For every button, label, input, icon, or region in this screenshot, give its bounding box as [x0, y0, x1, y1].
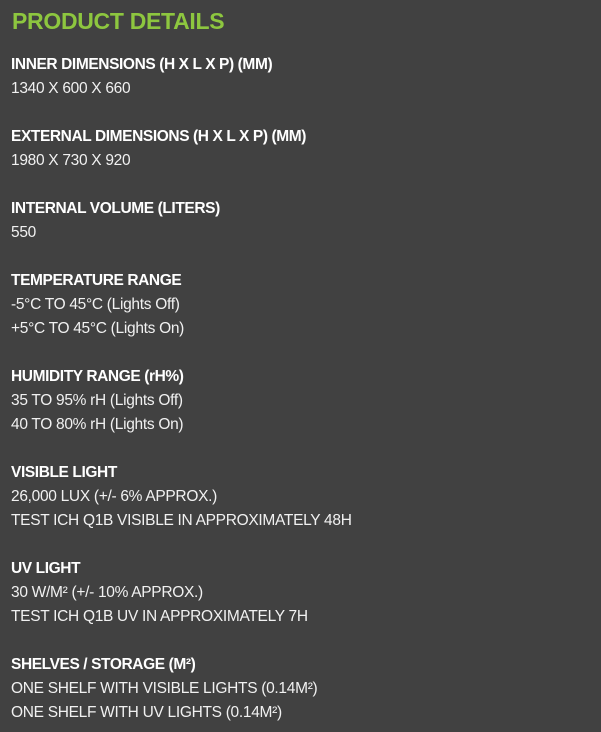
spec-lines — [11, 389, 589, 437]
spec-section — [11, 557, 589, 629]
spec-heading: HUMIDITY RANGE (rH%) — [11, 368, 184, 385]
spec-section — [11, 197, 589, 245]
spec-line: ONE SHELF WITH UV LIGHTS (0.14M²) — [11, 704, 282, 721]
spec-heading: TEMPERATURE RANGE — [11, 272, 182, 289]
spec-section — [11, 461, 589, 533]
spec-heading: INTERNAL VOLUME (LITERS) — [11, 200, 220, 217]
page-title: PRODUCT DETAILS — [12, 8, 225, 34]
spec-lines — [11, 581, 589, 629]
spec-lines — [11, 293, 589, 341]
spec-lines — [11, 677, 589, 725]
spec-lines — [11, 149, 589, 173]
spec-line: TEST ICH Q1B UV IN APPROXIMATELY 7H — [11, 608, 308, 625]
spec-line: 1980 X 730 X 920 — [11, 152, 131, 169]
spec-line: ONE SHELF WITH VISIBLE LIGHTS (0.14M²) — [11, 680, 318, 697]
spec-lines — [11, 221, 589, 245]
spec-sections — [11, 53, 589, 725]
spec-heading: UV LIGHT — [11, 560, 81, 577]
spec-section — [11, 269, 589, 341]
spec-line: -5°C TO 45°C (Lights Off) — [11, 296, 180, 313]
spec-line: 26,000 LUX (+/- 6% APPROX.) — [11, 488, 217, 505]
spec-line: 30 W/M² (+/- 10% APPROX.) — [11, 584, 203, 601]
spec-heading: SHELVES / STORAGE (M²) — [11, 656, 196, 673]
spec-line: TEST ICH Q1B VISIBLE IN APPROXIMATELY 48H — [11, 512, 352, 529]
spec-line: 1340 X 600 X 660 — [11, 80, 131, 97]
spec-line: 40 TO 80% rH (Lights On) — [11, 416, 184, 433]
spec-heading: INNER DIMENSIONS (H X L X P) (MM) — [11, 56, 273, 73]
spec-lines — [11, 77, 589, 101]
spec-heading: VISIBLE LIGHT — [11, 464, 117, 481]
spec-line: 550 — [11, 224, 36, 241]
spec-line: 35 TO 95% rH (Lights Off) — [11, 392, 183, 409]
spec-lines — [11, 485, 589, 533]
spec-line: +5°C TO 45°C (Lights On) — [11, 320, 185, 337]
spec-section — [11, 53, 589, 101]
spec-section — [11, 365, 589, 437]
spec-section — [11, 653, 589, 725]
spec-section — [11, 125, 589, 173]
spec-heading: EXTERNAL DIMENSIONS (H X L X P) (MM) — [11, 128, 307, 145]
